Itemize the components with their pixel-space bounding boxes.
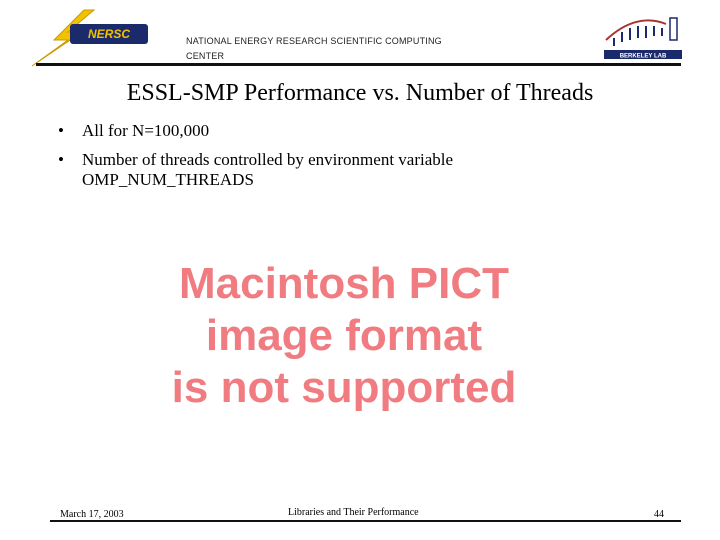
bullet-list <box>58 121 678 199</box>
page-number: 44 <box>654 509 664 520</box>
bullet-text: All for N=100,000 <box>82 121 210 140</box>
bullet-marker: • <box>58 150 64 169</box>
list-item <box>58 150 678 190</box>
placeholder-line: image format <box>205 311 483 360</box>
slide-title-text: ESSL-SMP Performance vs. Number of Threads <box>126 80 594 106</box>
footer-date: March 17, 2003 <box>60 509 124 520</box>
bullet-text: Number of threads controlled by environment variable <box>82 150 454 169</box>
list-item <box>58 121 678 141</box>
berkeley-lab-logo <box>600 10 684 62</box>
organization-name-line2: CENTER <box>186 51 225 61</box>
bullet-marker: • <box>58 121 64 140</box>
berkeley-lab-logo-graphic <box>600 10 684 62</box>
bullet-text-continuation: OMP_NUM_THREADS <box>82 170 254 189</box>
placeholder-line: Macintosh PICT <box>178 259 510 308</box>
nersc-logo-graphic <box>24 6 154 68</box>
partner-logo-text: BERKELEY LAB <box>619 53 667 60</box>
placeholder-line: is not supported <box>171 363 517 412</box>
organization-name <box>186 34 506 64</box>
header-divider <box>36 63 681 66</box>
footer-title: Libraries and Their Performance <box>288 507 419 518</box>
nersc-logo <box>24 6 154 68</box>
logo-text: NERSC <box>87 27 131 41</box>
slide-title <box>0 80 720 107</box>
footer-divider <box>50 520 681 522</box>
arc-icon <box>606 20 666 40</box>
tower-icon <box>670 18 677 40</box>
organization-name-line1: NATIONAL ENERGY RESEARCH SCIENTIFIC COMPUTING <box>186 36 442 46</box>
image-placeholder <box>112 258 576 414</box>
